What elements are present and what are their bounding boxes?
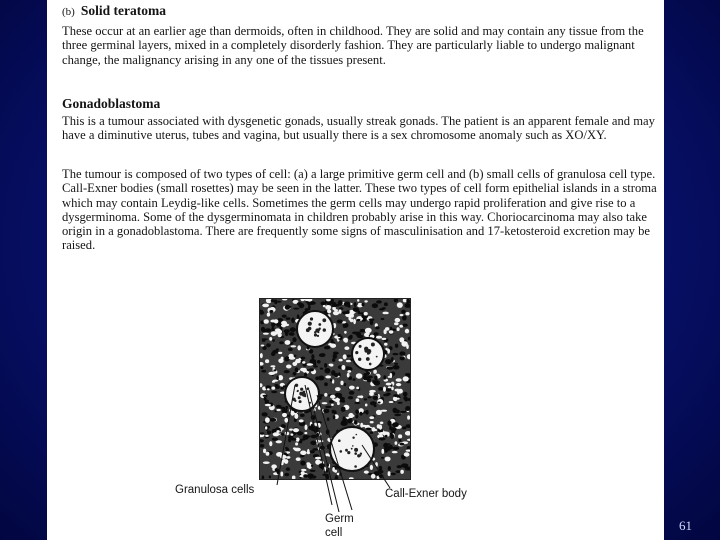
micrograph-drawing [260, 299, 410, 479]
solid-teratoma-title: Solid teratoma [80, 3, 166, 18]
solid-teratoma-paragraph: These occur at an earlier age than dermoids, often in childhood. They are solid and may contain any tissue from the three germinal layers, mixed in a completely disorderly fashion. They are particularly liable to undergo malignant change, the malignancy arising in any one of the tissues present. [62, 24, 644, 67]
label-germ-cell [325, 512, 354, 540]
label-call-exner-body: Call-Exner body [385, 488, 467, 500]
gonadoblastoma-paragraph-1: This is a tumour associated with dysgenetic gonads, usually streak gonads. The patient is an apparent female and may have a diminutive uterus, tubes and vagina, but usually there is a sex chromosome anomaly such as XO/XY. [62, 114, 655, 143]
histology-micrograph [259, 298, 411, 480]
label-germ-line-2: cell [325, 527, 343, 539]
section-b-heading [62, 3, 166, 19]
gonadoblastoma-title: Gonadoblastoma [62, 96, 161, 111]
gonadoblastoma-paragraph-2: The tumour is composed of two types of cell: (a) a large primitive germ cell and (b) small cells of granulosa cell type. Call-Exner bodies (small rosettes) may be seen in the latter. These two types of cell form epithelial islands in a stroma which may contain Leydig-like cells. Sometimes the germ cells may undergo rapid proliferation and give rise to a dysgerminoma. Some of the dysgerminomata in children probably arise in this way. Choriocarcinoma may also take origin in a gonadoblastoma. There are frequently some signs of masculinisation and 17-ketosteroid excretion may be raised. [62, 167, 657, 253]
slide-page-number: 61 [679, 518, 692, 533]
label-granulosa-cells: Granulosa cells [175, 484, 255, 496]
section-b-label: (b) [62, 6, 75, 18]
label-germ-line-1: Germ [325, 513, 354, 525]
scanned-page [47, 0, 664, 540]
